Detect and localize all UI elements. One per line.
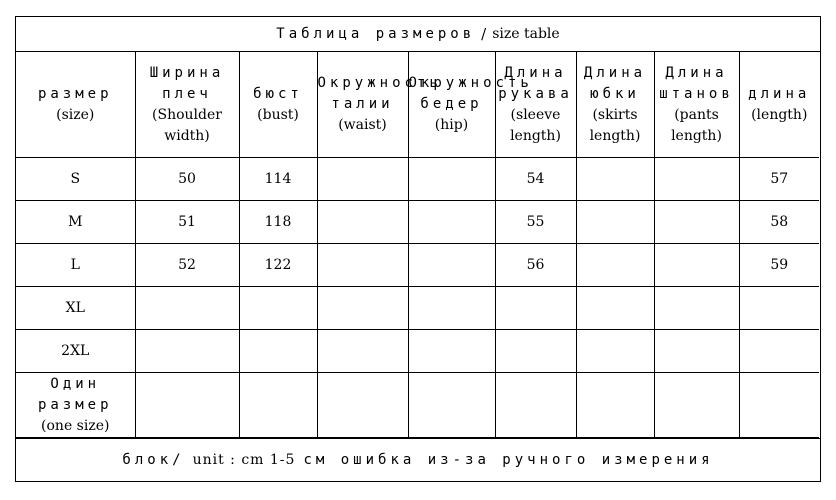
size-label: M bbox=[16, 201, 135, 244]
table-cell bbox=[135, 287, 239, 330]
column-header-ru: Длина штанов bbox=[659, 64, 734, 102]
table-cell bbox=[495, 287, 576, 330]
table-cell bbox=[317, 330, 408, 373]
column-header-en: (size) bbox=[56, 106, 95, 123]
column-header-ru: размер bbox=[37, 85, 113, 102]
table-cell bbox=[576, 287, 654, 330]
table-cell bbox=[408, 373, 495, 438]
table-cell: 122 bbox=[239, 244, 317, 287]
table-cell bbox=[239, 330, 317, 373]
table-cell bbox=[408, 158, 495, 201]
column-header-en: (length) bbox=[751, 106, 808, 123]
column-header-en: (sleeve length) bbox=[510, 106, 561, 144]
table-cell bbox=[576, 373, 654, 438]
table-cell bbox=[654, 201, 739, 244]
column-header-en: (bust) bbox=[257, 106, 299, 123]
title-en: size table bbox=[492, 26, 560, 42]
table-cell bbox=[739, 373, 819, 438]
footer-unit: unit : cm 1-5 bbox=[192, 452, 296, 468]
column-header-ru: Длина юбки bbox=[583, 64, 647, 102]
table-cell bbox=[576, 158, 654, 201]
table-cell: 114 bbox=[239, 158, 317, 201]
table-cell: 52 bbox=[135, 244, 239, 287]
table-cell bbox=[654, 244, 739, 287]
table-cell bbox=[654, 373, 739, 438]
column-header bbox=[654, 52, 739, 158]
table-cell bbox=[495, 373, 576, 438]
table-cell bbox=[239, 287, 317, 330]
table-cell bbox=[495, 330, 576, 373]
table-cell bbox=[739, 330, 819, 373]
table-cell bbox=[135, 373, 239, 438]
table-cell: 56 bbox=[495, 244, 576, 287]
measurement-note bbox=[16, 438, 820, 481]
column-header-ru: бюст bbox=[253, 85, 303, 102]
size-label: L bbox=[16, 244, 135, 287]
table-cell bbox=[317, 201, 408, 244]
column-header-ru: длина bbox=[748, 85, 811, 102]
table-cell: 54 bbox=[495, 158, 576, 201]
chart-title bbox=[16, 17, 820, 52]
table-cell bbox=[135, 330, 239, 373]
title-separator: / bbox=[481, 25, 487, 43]
column-header-en: (hip) bbox=[434, 117, 469, 133]
table-cell bbox=[408, 287, 495, 330]
column-header bbox=[408, 52, 533, 158]
table-cell bbox=[739, 287, 819, 330]
footer-ru-prefix: блок/ bbox=[122, 452, 185, 468]
column-header bbox=[317, 52, 442, 158]
column-header-ru: Ширина плеч bbox=[149, 64, 225, 102]
column-header-en: (pants length) bbox=[671, 106, 722, 144]
size-label bbox=[16, 373, 135, 438]
one-size-ru: Один размер bbox=[37, 375, 113, 413]
table-cell: 58 bbox=[739, 201, 819, 244]
column-header bbox=[239, 52, 317, 158]
table-row bbox=[16, 287, 819, 330]
table-cell: 51 bbox=[135, 201, 239, 244]
table-cell: 57 bbox=[739, 158, 819, 201]
column-header-ru: Окружность бедер bbox=[408, 75, 533, 112]
column-header-en: (Shoulder width) bbox=[152, 106, 222, 144]
size-label: XL bbox=[16, 287, 135, 330]
table-cell bbox=[317, 158, 408, 201]
table-row bbox=[16, 201, 819, 244]
one-size-en: (one size) bbox=[41, 417, 110, 434]
column-header bbox=[135, 52, 239, 158]
size-table bbox=[16, 51, 819, 438]
footer-ru-note: см ошибка из-за ручного измерения bbox=[303, 452, 714, 468]
table-cell bbox=[576, 244, 654, 287]
column-header-ru: Окружность талии bbox=[317, 75, 442, 112]
table-cell bbox=[239, 373, 317, 438]
table-cell bbox=[408, 201, 495, 244]
table-cell bbox=[654, 287, 739, 330]
table-row-one-size bbox=[16, 373, 819, 438]
table-cell: 55 bbox=[495, 201, 576, 244]
column-header bbox=[495, 52, 576, 158]
size-label: S bbox=[16, 158, 135, 201]
table-cell bbox=[654, 330, 739, 373]
size-chart bbox=[15, 16, 821, 482]
table-cell bbox=[317, 244, 408, 287]
table-cell bbox=[317, 287, 408, 330]
table-cell: 118 bbox=[239, 201, 317, 244]
table-cell bbox=[408, 244, 495, 287]
table-cell bbox=[654, 158, 739, 201]
header-row bbox=[16, 52, 819, 158]
table-row bbox=[16, 244, 819, 287]
column-header-en: (waist) bbox=[338, 117, 387, 133]
size-label: 2XL bbox=[16, 330, 135, 373]
table-cell bbox=[408, 330, 495, 373]
title-ru: Таблица размеров bbox=[276, 26, 476, 42]
table-cell: 50 bbox=[135, 158, 239, 201]
table-cell bbox=[576, 330, 654, 373]
table-cell bbox=[576, 201, 654, 244]
column-header bbox=[576, 52, 654, 158]
table-row bbox=[16, 158, 819, 201]
column-header bbox=[739, 52, 819, 158]
table-row bbox=[16, 330, 819, 373]
column-header-en: (skirts length) bbox=[589, 106, 641, 144]
table-cell bbox=[317, 373, 408, 438]
table-cell: 59 bbox=[739, 244, 819, 287]
column-header bbox=[16, 52, 135, 158]
column-header-ru: Длина рукава bbox=[498, 64, 573, 102]
